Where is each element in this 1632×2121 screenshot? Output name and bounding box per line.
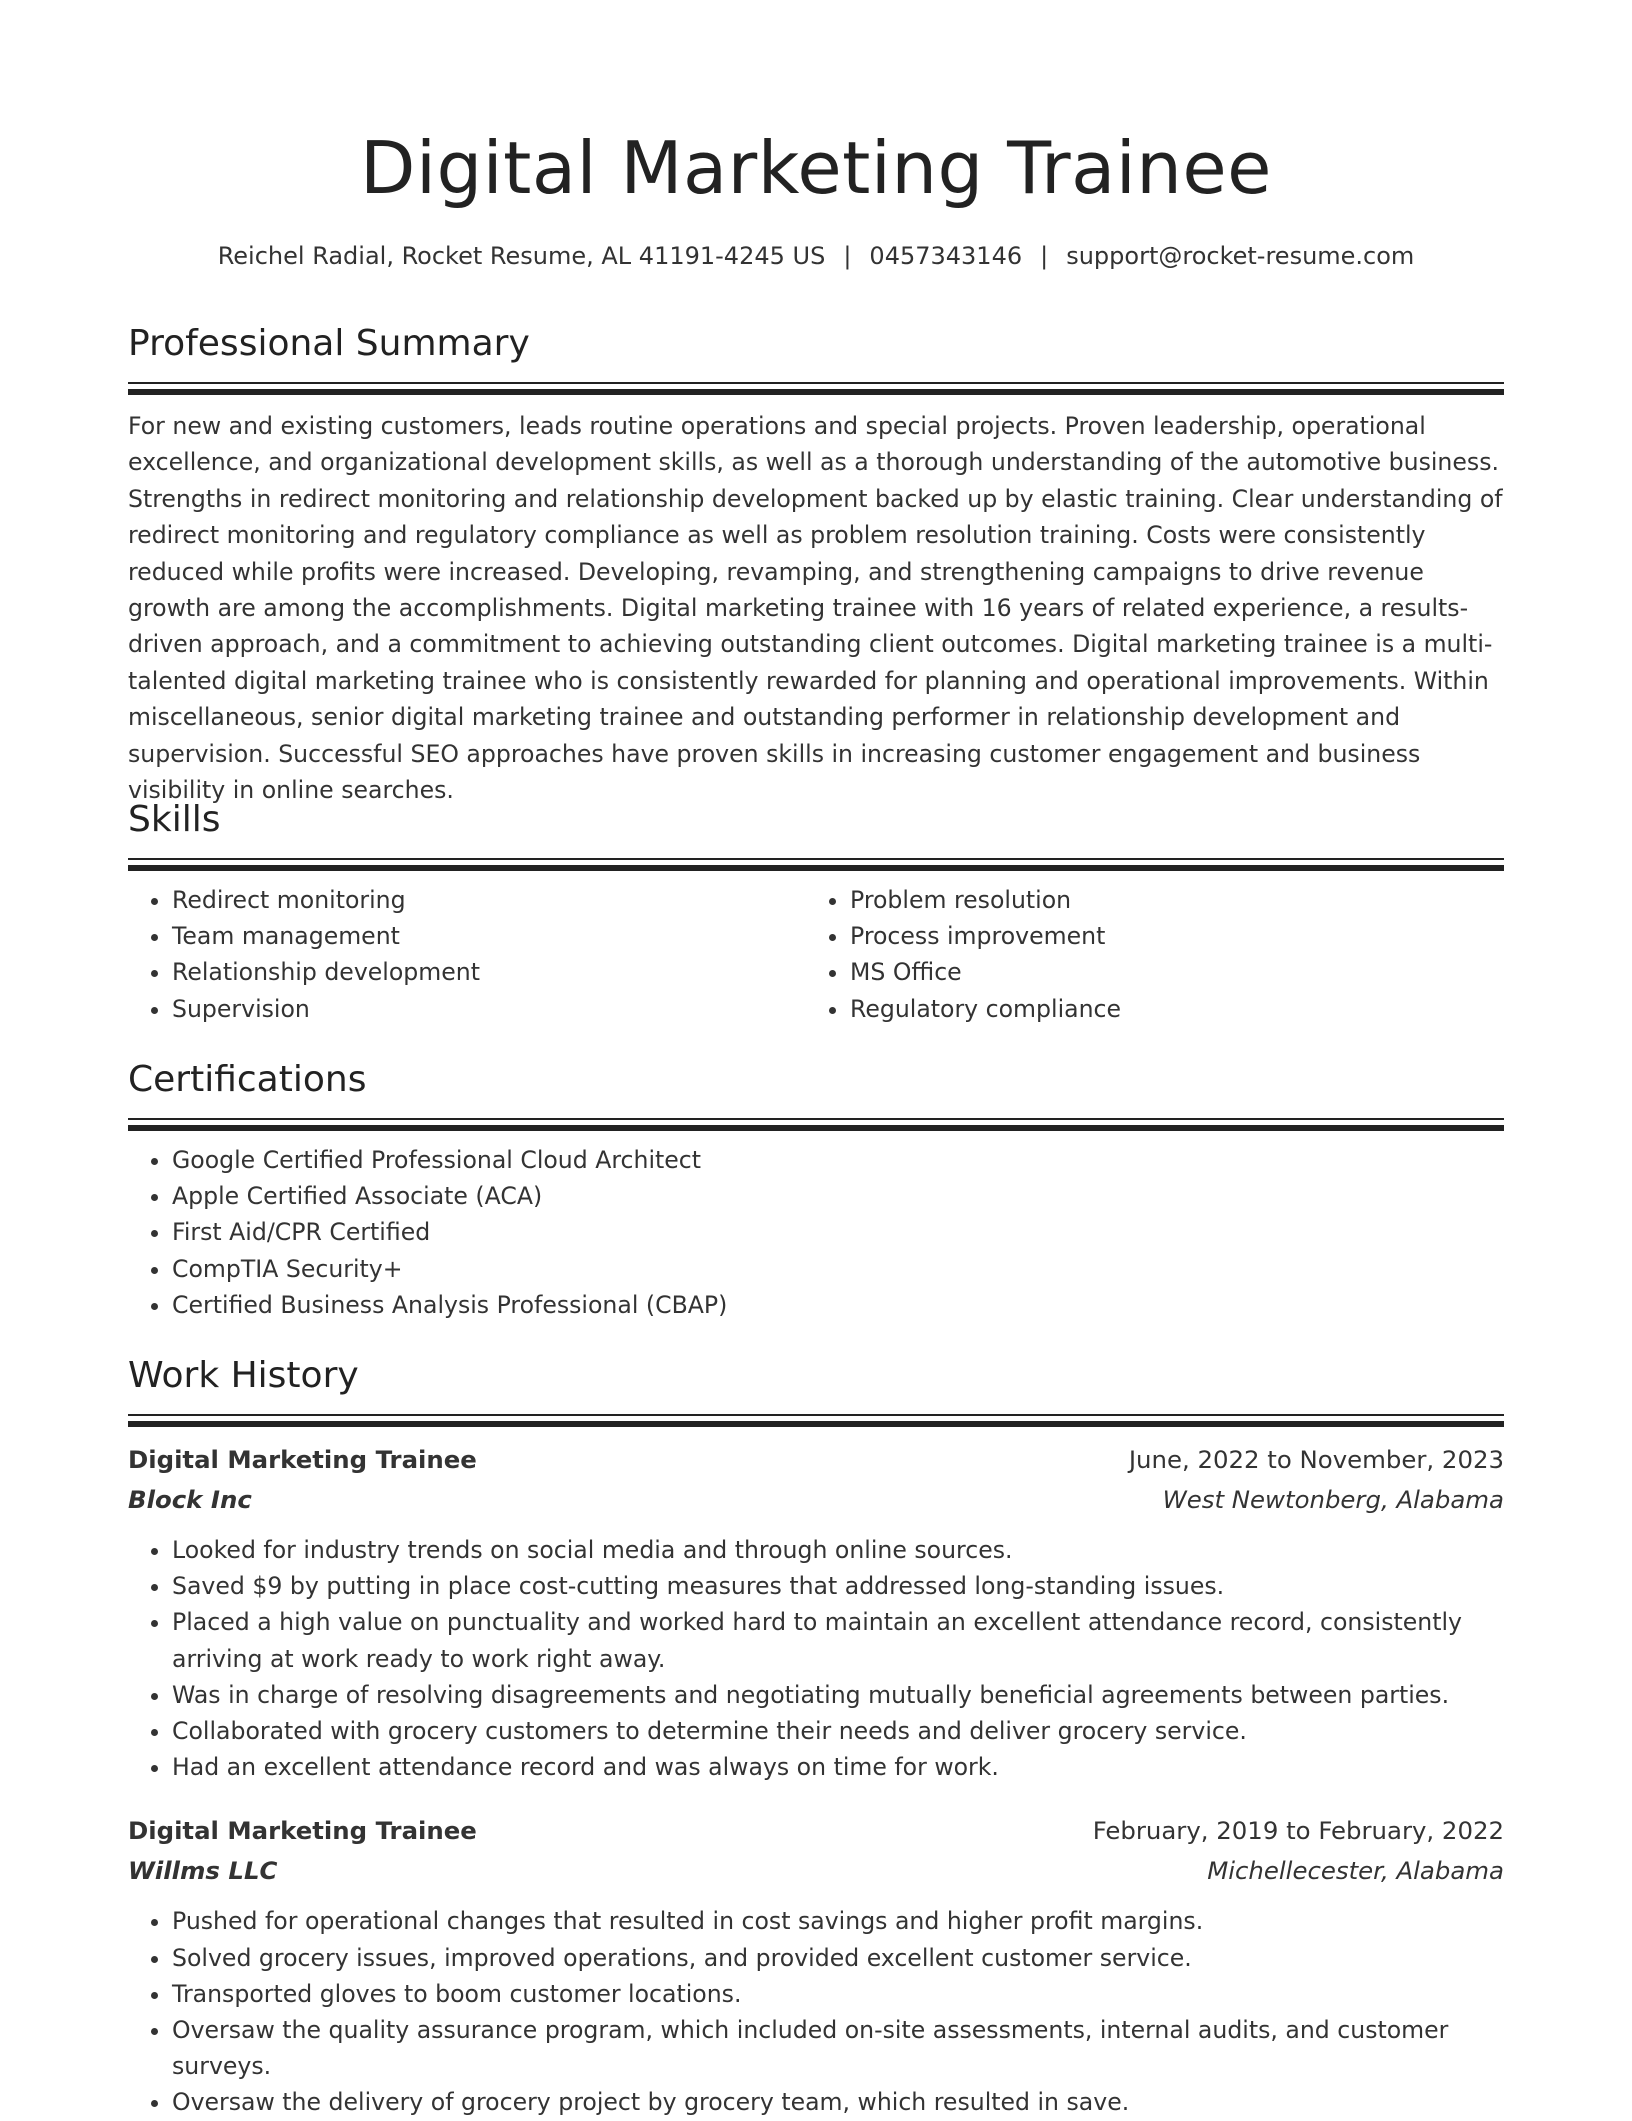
certification-item: • First Aid/CPR Certified [172,1214,1504,1250]
skill-item: • Problem resolution [850,882,1484,918]
job-bullets [128,1532,1504,1785]
job-location: Michellecester, Alabama [1207,1856,1504,1886]
skill-item: • MS Office [850,954,1484,990]
resume-name: Digital Marketing Trainee [360,126,1272,210]
section-title-certifications: Certifications [128,1059,367,1100]
certification-item: • Certified Business Analysis Professional (CBAP) [172,1287,1504,1323]
skills-list-left [128,882,806,1027]
section-title-work-history: Work History [128,1355,359,1396]
skill-item: • Supervision [172,991,806,1027]
skill-item: • Relationship development [172,954,806,990]
section-divider [128,1118,1504,1130]
summary-section [128,320,1504,808]
section-title-skills: Skills [128,799,221,840]
contact-line [128,238,1504,274]
skills-section [128,796,1504,1027]
skill-item: • Team management [172,918,806,954]
skill-item: • Redirect monitoring [172,882,806,918]
certifications-list [128,1142,1504,1323]
job-bullet: • Transported gloves to boom customer locations. [172,1976,1504,2012]
job-dates: June, 2022 to November, 2023 [1128,1445,1504,1474]
skill-item: • Regulatory compliance [850,991,1484,1027]
contact-separator: | [843,242,852,270]
job-company: Willms LLC [128,1856,278,1886]
skills-grid [128,870,1504,1027]
job-dates: February, 2019 to February, 2022 [1092,1816,1504,1846]
job-header-row [128,1811,1504,1851]
job-bullet: • Solved grocery issues, improved operations, and provided excellent customer service. [172,1940,1504,1976]
job-bullet: • Saved $9 by putting in place cost-cutting measures that addressed long-standing issues. [172,1568,1504,1604]
job-bullets [128,1903,1504,2120]
job-bullet: • Placed a high value on punctuality and worked hard to maintain an excellent attendance record, consistently arriving at work ready to work right away. [172,1604,1504,1676]
skill-item: • Process improvement [850,918,1484,954]
section-divider [128,1414,1504,1426]
certification-item: • CompTIA Security+ [172,1251,1504,1287]
job-bullet: • Had an excellent attendance record and was always on time for work. [172,1749,1504,1785]
job-bullet: • Pushed for operational changes that resulted in cost savings and higher profit margins. [172,1903,1504,1939]
contact-phone: 0457343146 [869,242,1023,270]
certification-item: • Apple Certified Associate (ACA) [172,1178,1504,1214]
job-bullet: • Looked for industry trends on social media and through online sources. [172,1532,1504,1568]
job-location: West Newtonberg, Alabama [1162,1485,1504,1514]
job-company-row [128,1851,1504,1891]
contact-email: support@rocket-resume.com [1066,242,1415,270]
job-company: Block Inc [128,1485,252,1514]
section-divider [128,382,1504,394]
job-header-row [128,1440,1504,1480]
section-title-summary: Professional Summary [128,323,530,364]
job-bullet: • Collaborated with grocery customers to determine their needs and deliver grocery service. [172,1713,1504,1749]
job-bullet: • Was in charge of resolving disagreements and negotiating mutually beneficial agreements between parties. [172,1677,1504,1713]
contact-separator: | [1040,242,1049,270]
job-title: Digital Marketing Trainee [128,1816,477,1846]
job-title: Digital Marketing Trainee [128,1445,477,1474]
summary-text: For new and existing customers, leads routine operations and special projects. Proven leadership, operational excellence, and organizational development skills, as well as a thorough understanding of the automotive business. Strengths in redirect monitoring and relationship development backed up by elastic training. Clear understanding of redirect monitoring and regulatory compliance as well as problem resolution training. Costs were consistently reduced while profits were increased. Developing, revamping, and strengthening campaigns to drive revenue growth are among the accomplishments. Digital marketing trainee with 16 years of related experience, a results-driven approach, and a commitment to achieving outstanding client outcomes. Digital marketing trainee is a multi-talented digital marketing trainee who is consistently rewarded for planning and operational improvements. Within miscellaneous, senior digital marketing trainee and outstanding performer in relationship development and supervision. Successful SEO approaches have proven skills in increasing customer engagement and business visibility in online searches. [128,412,1503,805]
job-company-row [128,1480,1504,1520]
contact-address: Reichel Radial, Rocket Resume, AL 41191-4245 US [217,242,826,270]
job-bullet: • Oversaw the quality assurance program, which included on-site assessments, internal audits, and customer surveys. [172,2012,1504,2084]
job-entry [128,1440,1504,1785]
section-divider [128,858,1504,870]
skills-list-right [806,882,1484,1027]
certifications-section [128,1056,1504,1323]
work-history-section [128,1352,1504,2121]
certification-item: • Google Certified Professional Cloud Architect [172,1142,1504,1178]
job-bullet: • Oversaw the delivery of grocery project by grocery team, which resulted in save. [172,2084,1504,2120]
job-entry [128,1811,1504,2120]
